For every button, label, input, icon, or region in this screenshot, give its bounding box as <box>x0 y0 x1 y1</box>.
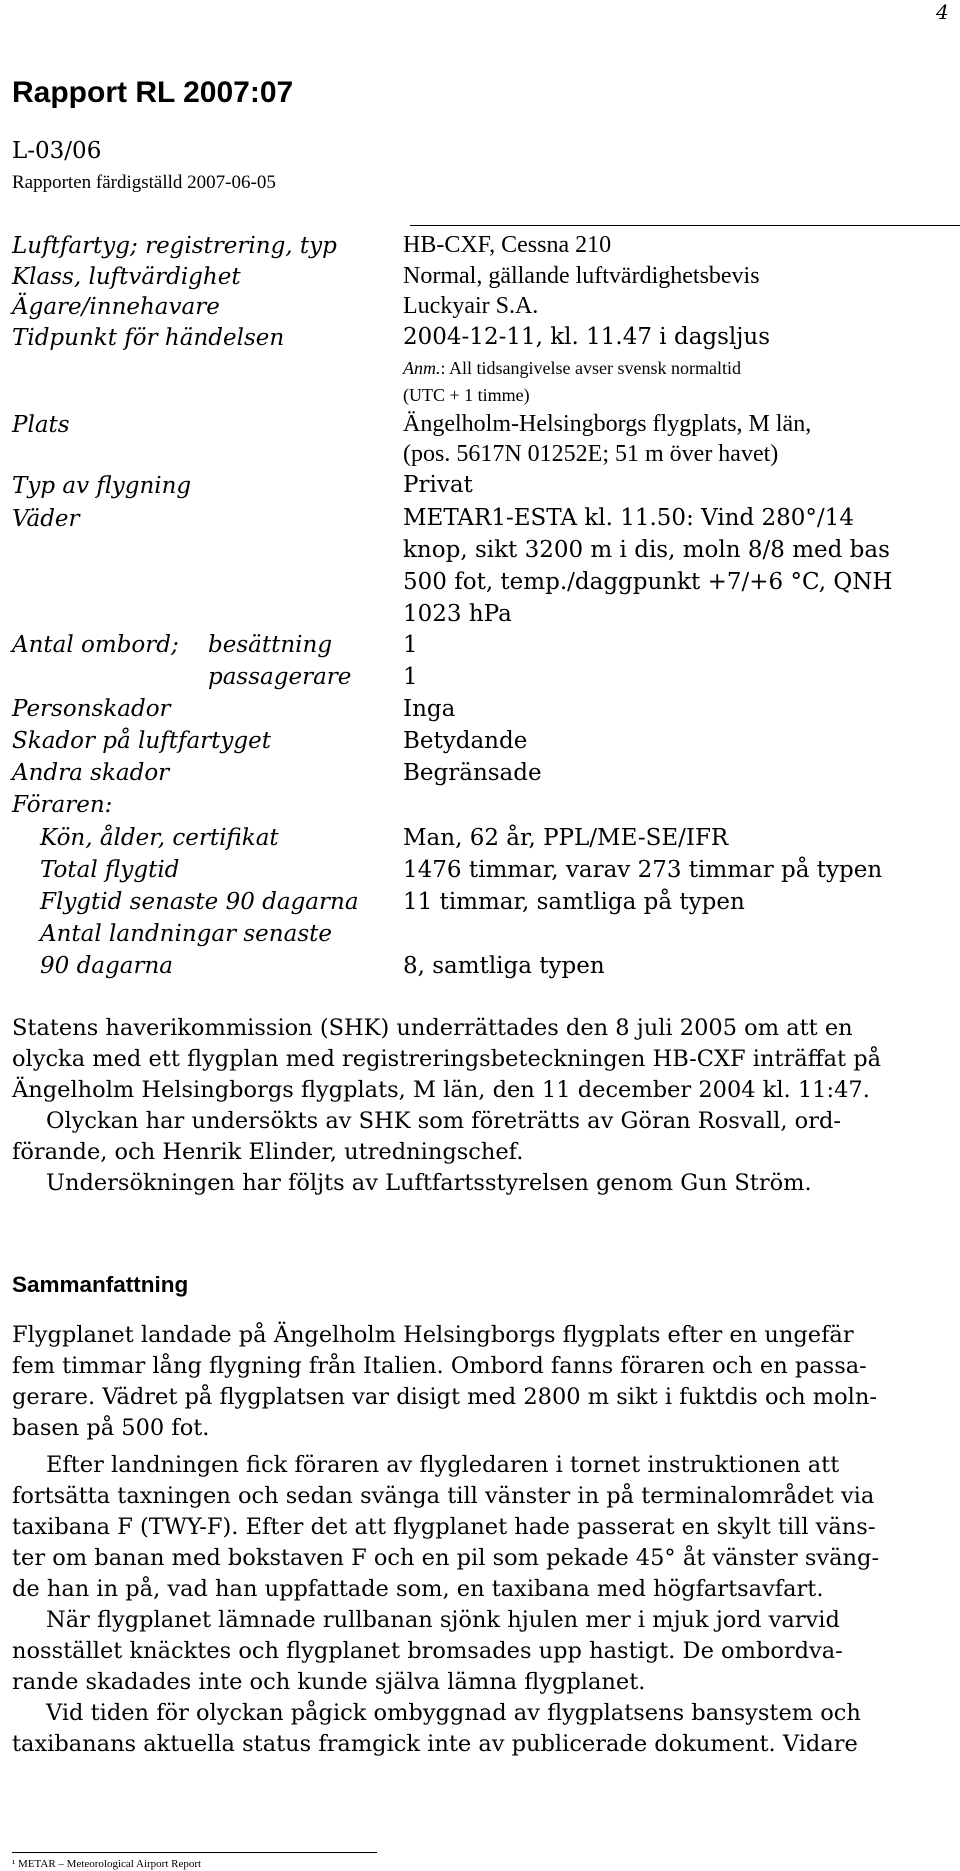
intro-line: Olyckan har undersökts av SHK som företrätts av Göran Rosvall, ord- <box>46 1108 841 1134</box>
summary-line: Flygplanet landade på Ängelholm Helsingborgs flygplats efter en ungefär <box>12 1322 854 1348</box>
time-value: 2004-12-11, kl. 11.47 i dagsljus <box>403 324 771 350</box>
pilot-sex-label: Kön, ålder, certifikat <box>40 825 279 851</box>
passengers-value: 1 <box>403 664 418 690</box>
injuries-label: Personskador <box>12 696 171 722</box>
summary-line: nosstället knäcktes och flygplanet bromsades upp hastigt. De ombordva- <box>12 1638 843 1664</box>
intro-line: förande, och Henrik Elinder, utredningschef. <box>12 1139 524 1165</box>
time-note-text: : All tidsangivelse avser svensk normaltid <box>440 358 741 378</box>
time-note-prefix: Anm. <box>403 358 441 378</box>
pilot-sex-value: Man, 62 år, PPL/ME-SE/IFR <box>403 825 729 851</box>
summary-line: Vid tiden för olyckan pågick ombyggnad av flygplatsens bansystem och <box>46 1700 861 1726</box>
intro-line: Undersökningen har följts av Luftfartsstyrelsen genom Gun Ström. <box>46 1170 812 1196</box>
header-rule <box>410 225 960 226</box>
owner-value: Luckyair S.A. <box>403 293 539 319</box>
class-label: Klass, luftvärdighet <box>12 264 241 290</box>
summary-line: taxibanans aktuella status framgick inte av publicerade dokument. Vidare <box>12 1731 858 1757</box>
aircraft-damage-value: Betydande <box>403 728 528 754</box>
total-time-value: 1476 timmar, varav 273 timmar på typen <box>403 857 883 883</box>
page-number: 4 <box>936 0 949 24</box>
section-heading: Sammanfattning <box>12 1272 189 1297</box>
time-label: Tidpunkt för händelsen <box>12 325 285 351</box>
intro-line: Statens haverikommission (SHK) underrättades den 8 juli 2005 om att en <box>12 1015 853 1041</box>
crew-label: besättning <box>208 632 333 658</box>
owner-label: Ägare/innehavare <box>12 294 220 320</box>
completion-date: Rapporten färdigställd 2007-06-05 <box>12 172 276 193</box>
summary-line: basen på 500 fot. <box>12 1415 210 1441</box>
summary-line: ter om banan med bokstaven F och en pil som pekade 45° åt vänster sväng- <box>12 1545 880 1571</box>
place-value-line2: (pos. 5617N 01252E; 51 m över havet) <box>403 441 779 467</box>
summary-line: taxibana F (TWY-F). Efter det att flygplanet hade passerat en skylt till väns- <box>12 1514 876 1540</box>
summary-line: gerare. Vädret på flygplatsen var disigt med 2800 m sikt i fuktdis och moln- <box>12 1384 877 1410</box>
aircraft-value: HB-CXF, Cessna 210 <box>403 232 612 258</box>
intro-line: olycka med ett flygplan med registreringsbeteckningen HB-CXF inträffat på <box>12 1046 882 1072</box>
total-time-label: Total flygtid <box>40 857 180 883</box>
weather-line1: METAR1-ESTA kl. 11.50: Vind 280°/14 <box>403 505 854 531</box>
summary-line: de han in på, vad han uppfattade som, en taxibana med högfartsavfart. <box>12 1576 824 1602</box>
crew-value: 1 <box>403 632 418 658</box>
place-label: Plats <box>12 412 70 438</box>
landings-label-line1: Antal landningar senaste <box>40 921 332 947</box>
landings-label-line2: 90 dagarna <box>40 953 173 979</box>
summary-line: rande skadades inte och kunde själva lämna flygplanet. <box>12 1669 646 1695</box>
case-number: L-03/06 <box>12 138 102 164</box>
onboard-label: Antal ombord; <box>12 632 179 658</box>
summary-line: fem timmar lång flygning från Italien. Ombord fanns föraren och en passa- <box>12 1353 867 1379</box>
place-value-line1: Ängelholm-Helsingborgs flygplats, M län, <box>403 411 812 437</box>
intro-line: Ängelholm Helsingborgs flygplats, M län, den 11 december 2004 kl. 11:47. <box>12 1077 870 1103</box>
aircraft-damage-label: Skador på luftfartyget <box>12 728 271 754</box>
landings-value: 8, samtliga typen <box>403 953 605 979</box>
time-note-line2: (UTC + 1 timme) <box>403 385 530 405</box>
passengers-label: passagerare <box>208 664 352 690</box>
footnote: ¹ METAR – Meteorological Airport Report <box>12 1858 202 1870</box>
report-title: Rapport RL 2007:07 <box>12 76 294 109</box>
footnote-rule <box>12 1852 377 1853</box>
injuries-value: Inga <box>403 696 456 722</box>
recent-time-label: Flygtid senaste 90 dagarna <box>40 889 359 915</box>
other-damage-label: Andra skador <box>12 760 170 786</box>
flight-type-label: Typ av flygning <box>12 473 192 499</box>
summary-line: Efter landningen fick föraren av flygledaren i tornet instruktionen att <box>46 1452 840 1478</box>
weather-line2: knop, sikt 3200 m i dis, moln 8/8 med bas <box>403 537 890 563</box>
summary-line: fortsätta taxningen och sedan svänga till vänster in på terminalområdet via <box>12 1483 875 1509</box>
pilot-label: Föraren: <box>12 792 113 818</box>
recent-time-value: 11 timmar, samtliga på typen <box>403 889 745 915</box>
time-note <box>403 358 741 379</box>
weather-line4: 1023 hPa <box>403 601 512 627</box>
summary-line: När flygplanet lämnade rullbanan sjönk hjulen mer i mjuk jord varvid <box>46 1607 840 1633</box>
aircraft-label: Luftfartyg; registrering, typ <box>12 233 337 259</box>
flight-type-value: Privat <box>403 472 473 498</box>
weather-label: Väder <box>12 506 80 532</box>
weather-line3: 500 fot, temp./daggpunkt +7/+6 °C, QNH <box>403 569 893 595</box>
other-damage-value: Begränsade <box>403 760 542 786</box>
class-value: Normal, gällande luftvärdighetsbevis <box>403 263 760 289</box>
